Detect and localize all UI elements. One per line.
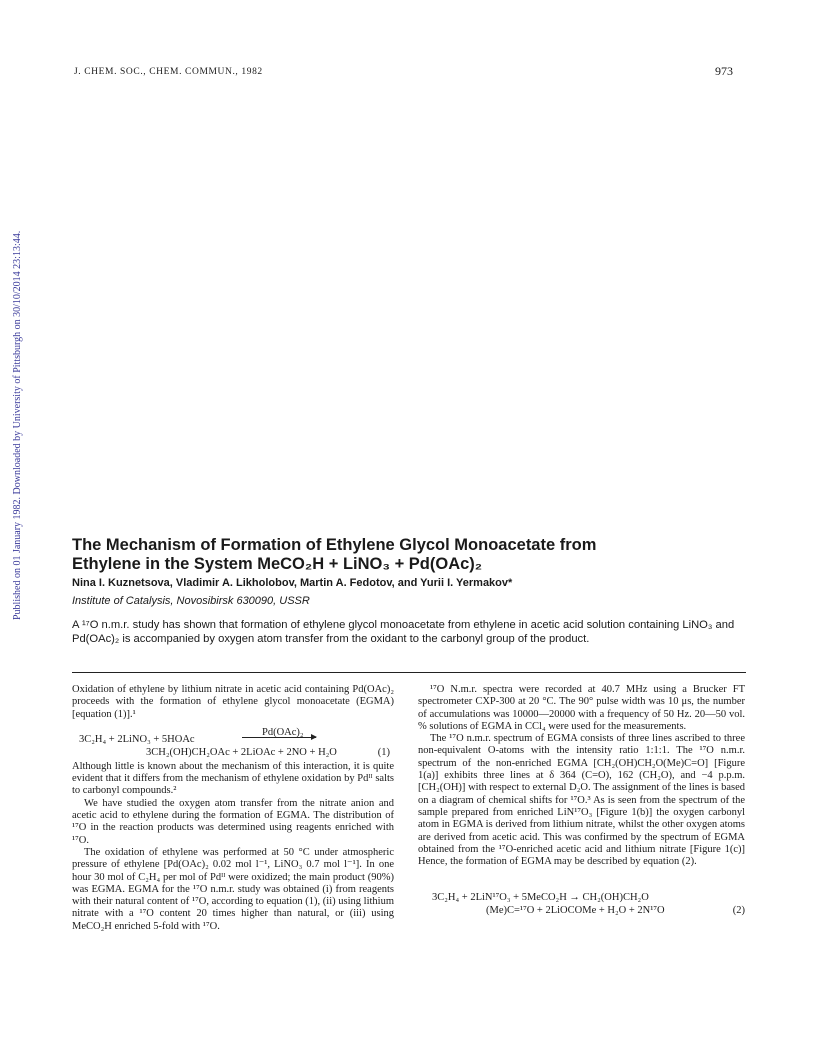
author-list: Nina I. Kuznetsova, Vladimir A. Likholobov, Martin A. Fedotov, and Yurii I. Yermakov* bbox=[72, 577, 513, 589]
paragraph: The ¹⁷O n.m.r. spectrum of EGMA consists of three lines ascribed to three non-equivalent O-atoms with the intensity ratio 1:1:1. The ¹⁷O n.m.r. spectrum of the non-enriched EGMA [CH₂(OH)CH₂O(Me)C=O] [Figure 1(a)] exhibits three lines at δ 364 (C=O), 162 (CH₂O), and −4 p.p.m. [CH₂(OH)] with respect to external D₂O. The assignment of the lines is based on a diagram of chemical shifts for ¹⁷O.³ As is seen from the spectrum of the sample prepared from enriched LiN¹⁷O₃ [Figure 1(b)] the oxygen carbonyl atom in EGMA is derived from lithium nitrate, whilst the other oxygen atoms are derived from acetic acid. This was confirmed by the spectrum of EGMA obtained from the ¹⁷O-enriched acetic acid and lithium nitrate [Figure 1(c)] Hence, the formation of EGMA may be described by equation (2). bbox=[418, 733, 745, 868]
equation-products: (Me)C=¹⁷O + 2LiOCOMe + H₂O + 2N¹⁷O bbox=[486, 905, 665, 917]
journal-header: J. CHEM. SOC., CHEM. COMMUN., 1982 bbox=[74, 67, 263, 77]
abstract: A ¹⁷O n.m.r. study has shown that formation of ethylene glycol monoacetate from ethylene in acetic acid solution containing LiNO₃ and Pd(OAc)₂ is accompanied by oxygen atom transfer from the oxidant to the carbonyl group of the product. bbox=[72, 619, 735, 645]
publication-watermark[interactable]: Published on 01 January 1982. Downloaded by University of Pittsburgh on 30/10/2014 23:13:44. bbox=[12, 230, 23, 620]
equation-number: (1) bbox=[377, 746, 390, 758]
equation-1 bbox=[72, 721, 394, 761]
paragraph: The oxidation of ethylene was performed at 50 °C under atmospheric pressure of ethylene [Pd(OAc)₂ 0.02 mol l⁻¹, LiNO₃ 0.7 mol l⁻¹]. In one hour 30 mol of C₂H₄ per mol of Pdᴵᴵ were oxidized; the main product (90%) was EGMA. EGMA for the ¹⁷O n.m.r. study was obtained (i) from reagents with their natural content of ¹⁷O, according to equation (1), (ii) using lithium nitrate with a ¹⁷O content 20 times higher than natural, or (iii) using MeCO₂H enriched 5-fold with ¹⁷O. bbox=[72, 846, 394, 932]
equation-reactants: 3C₂H₄ + 2LiN¹⁷O₃ + 5MeCO₂H → CH₂(OH)CH₂O bbox=[432, 892, 649, 904]
article-title bbox=[72, 536, 752, 574]
paragraph: ¹⁷O N.m.r. spectra were recorded at 40.7 MHz using a Brucker FT spectrometer CXP-300 at 20 °C. The 90° pulse width was 10 μs, the number of accumulations was 10000—20000 with a frequency of 50 Hz. 20—50 vol. % solutions of EGMA in CCl₄ were used for the measurements. bbox=[418, 684, 745, 732]
section-divider bbox=[72, 672, 746, 673]
title-line-1: The Mechanism of Formation of Ethylene Glycol Monoacetate from bbox=[72, 536, 597, 554]
paragraph: We have studied the oxygen atom transfer from the nitrate anion and acetic acid to ethylene during the formation of EGMA. The distribution of ¹⁷O in the reaction products was determined using reagents enriched with ¹⁷O. bbox=[72, 797, 394, 846]
equation-catalyst: Pd(OAc)₂ bbox=[262, 726, 304, 738]
institution: Institute of Catalysis, Novosibirsk 630090, USSR bbox=[72, 595, 310, 607]
equation-2 bbox=[418, 892, 745, 922]
equation-number: (2) bbox=[732, 905, 745, 917]
equation-products: 3CH₂(OH)CH₂OAc + 2LiOAc + 2NO + H₂O bbox=[146, 746, 337, 758]
reaction-arrow bbox=[242, 737, 316, 738]
paragraph: Oxidation of ethylene by lithium nitrate in acetic acid containing Pd(OAc)₂ proceeds with the formation of ethylene glycol monoacetate (EGMA) [equation (1)].¹ bbox=[72, 684, 394, 720]
equation-reactants: 3C₂H₄ + 2LiNO₃ + 5HOAc bbox=[79, 733, 195, 745]
left-column bbox=[72, 684, 394, 933]
page-number: 973 bbox=[715, 64, 733, 78]
right-column bbox=[418, 684, 745, 922]
paragraph: Although little is known about the mechanism of this interaction, it is quite evident that it differs from the mechanism of ethylene oxidation by Pdᴵᴵ salts to carbonyl compounds.² bbox=[72, 760, 394, 797]
title-line-2: Ethylene in the System MeCO₂H + LiNO₃ + Pd(OAc)₂ bbox=[72, 555, 483, 573]
